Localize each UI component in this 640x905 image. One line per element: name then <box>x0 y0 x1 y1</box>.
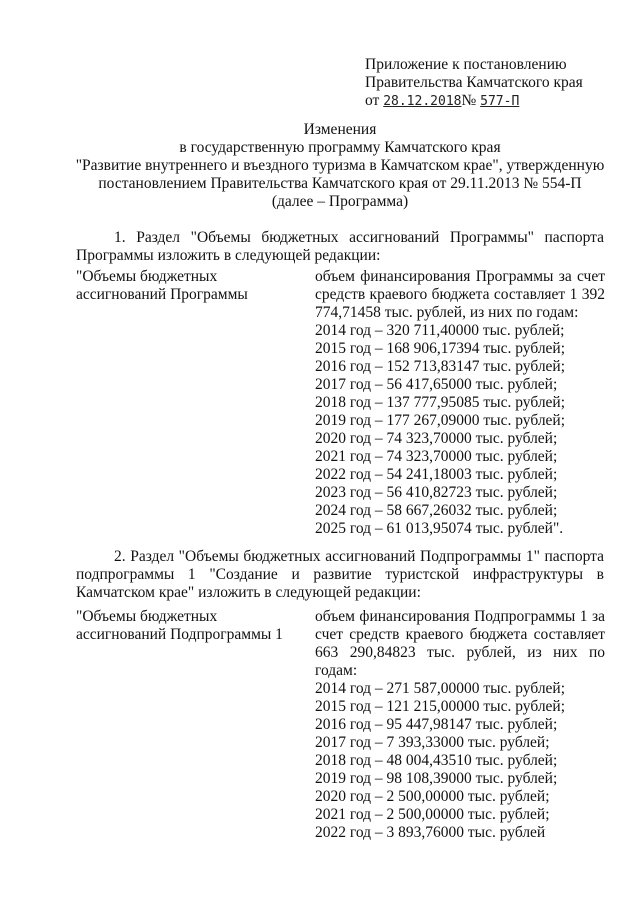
section-2-left-cell <box>76 608 296 644</box>
year-line: 2021 год – 2 500,00000 тыс. рублей; <box>315 806 550 823</box>
annex-header <box>365 56 583 111</box>
year-line: 2017 год – 56 417,65000 тыс. рублей; <box>315 376 558 393</box>
title-line-3: постановлением Правительства Камчатского края от 29.11.2013 № 554-П <box>98 175 582 192</box>
year-line: 2014 год – 320 711,40000 тыс. рублей; <box>315 322 565 339</box>
year-line: 2015 год – 168 906,17394 тыс. рублей; <box>315 340 566 357</box>
document-title <box>72 121 608 211</box>
year-line: 2018 год – 137 777,95085 тыс. рублей; <box>315 394 566 411</box>
annex-date-line <box>365 92 583 111</box>
year-line: 2022 год – 3 893,76000 тыс. рублей <box>315 824 546 841</box>
annex-prefix: от <box>365 92 380 109</box>
annex-number: 577-П <box>480 94 520 109</box>
year-line: 2020 год – 74 323,70000 тыс. рублей; <box>315 430 558 447</box>
section-2-left-line-1: "Объемы бюджетных <box>76 608 218 625</box>
year-line: 2015 год – 121 215,00000 тыс. рублей; <box>315 698 566 715</box>
annex-number-sign: № <box>461 92 477 109</box>
year-line: 2018 год – 48 004,43510 тыс. рублей; <box>315 752 558 769</box>
year-line: 2024 год – 58 667,26032 тыс. рублей; <box>315 502 558 519</box>
section-2-paragraph <box>76 548 604 602</box>
section-1-paragraph <box>76 229 604 265</box>
annex-date: 28.12.2018 <box>383 94 462 109</box>
year-line: 2021 год – 74 323,70000 тыс. рублей; <box>315 448 558 465</box>
section-2-right-cell <box>315 608 605 842</box>
title-line-1: в государственную программу Камчатского края <box>179 139 501 156</box>
year-line: 2022 год – 54 241,18003 тыс. рублей; <box>315 466 558 483</box>
section-1-left-cell <box>76 268 296 304</box>
year-line: 2017 год – 7 393,33000 тыс. рублей; <box>315 734 550 751</box>
section-2-text: 2. Раздел "Объемы бюджетных ассигнований Подпрограммы 1" паспорта подпрограммы 1 "Создание и развитие туристской инфраструктуры в Камчатском крае" изложить в следующей редакции: <box>76 548 604 601</box>
section-1-left-line-1: "Объемы бюджетных <box>76 268 218 285</box>
title-line-4: (далее – Программа) <box>271 193 409 210</box>
year-line: 2023 год – 56 410,82723 тыс. рублей; <box>315 484 558 501</box>
section-2-left-line-2: ассигнований Подпрограммы 1 <box>76 626 283 643</box>
section-2-intro: объем финансирования Подпрограммы 1 за счет средств краевого бюджета составляет 663 290,84823 тыс. рублей, из них по годам: <box>315 608 605 679</box>
section-1-right-cell <box>315 268 605 538</box>
year-line: 2014 год – 271 587,00000 тыс. рублей; <box>315 680 566 697</box>
year-line: 2016 год – 152 713,83147 тыс. рублей; <box>315 358 566 375</box>
section-1-text: 1. Раздел "Объемы бюджетных ассигнований Программы" паспорта Программы изложить в следующей редакции: <box>76 229 604 264</box>
year-line: 2025 год – 61 013,95074 тыс. рублей". <box>315 520 564 537</box>
year-line: 2020 год – 2 500,00000 тыс. рублей; <box>315 788 550 805</box>
title-line-2: "Развитие внутреннего и въездного туризма в Камчатском крае", утвержденную <box>75 157 605 174</box>
year-line: 2019 год – 98 108,39000 тыс. рублей; <box>315 770 558 787</box>
year-line: 2016 год – 95 447,98147 тыс. рублей; <box>315 716 558 733</box>
section-1-intro: объем финансирования Программы за счет средств краевого бюджета составляет 1 392 774,71458 тыс. рублей, из них по годам: <box>315 268 605 321</box>
title-heading: Изменения <box>303 121 377 138</box>
year-line: 2019 год – 177 267,09000 тыс. рублей; <box>315 412 566 429</box>
annex-line-1: Приложение к постановлению <box>365 56 567 73</box>
annex-line-2: Правительства Камчатского края <box>365 74 583 91</box>
section-1-left-line-2: ассигнований Программы <box>76 286 248 303</box>
